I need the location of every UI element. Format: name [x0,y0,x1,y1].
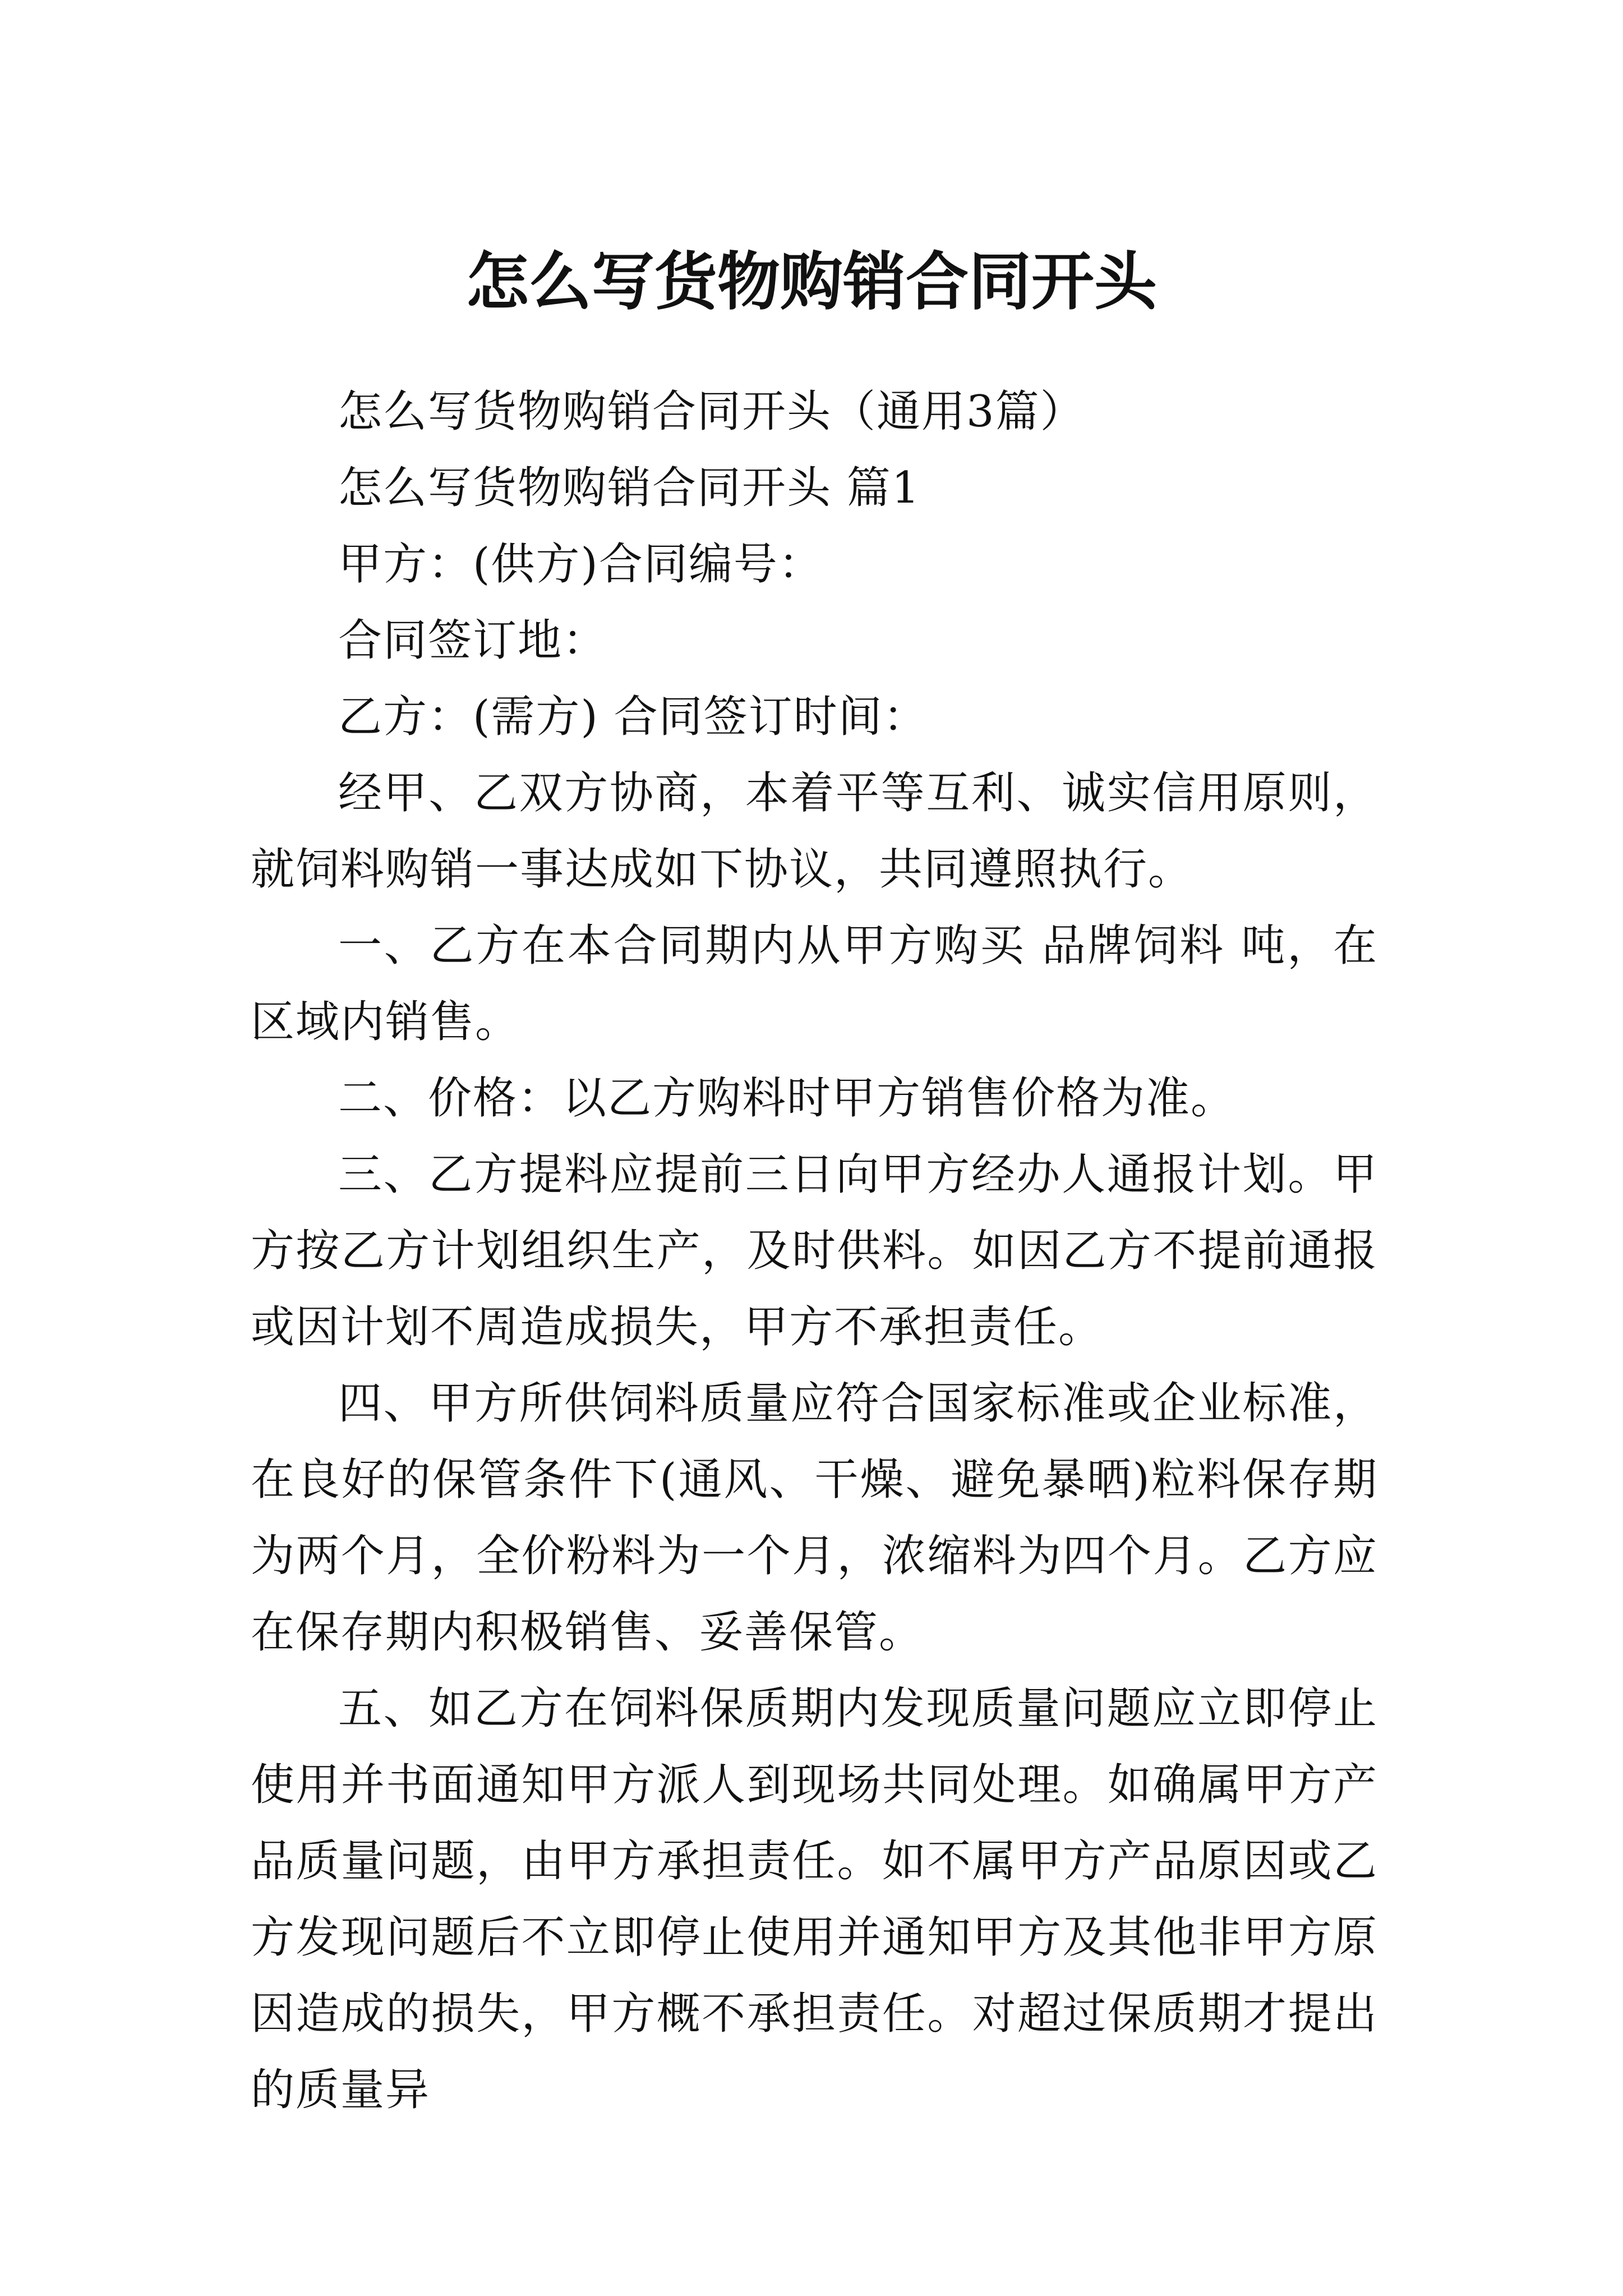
paragraph-preamble: 经甲、乙双方协商，本着平等互利、诚实信用原则，就饲料购销一事达成如下协议，共同遵照执行。 [251,768,1378,895]
paragraph-section-heading: 怎么写货物购销合同开头 篇1 [338,463,921,513]
paragraph-clause-5: 五、如乙方在饲料保质期内发现质量问题应立即停止使用并书面通知甲方派人到现场共同处理。如确属甲方产品质量问题，由甲方承担责任。如不属甲方产品原因或乙方发现问题后不立即停止使用并通知甲方及其他非甲方原因造成的损失，甲方概不承担责任。对超过保质期才提出的质量异 [251,1683,1378,2115]
paragraph-clause-2: 二、价格：以乙方购料时甲方销售价格为准。 [338,1073,1236,1124]
paragraph-party-b: 乙方：(需方) 合同签订时间： [338,692,928,742]
paragraph-clause-3: 三、乙方提料应提前三日向甲方经办人通报计划。甲方按乙方计划组织生产，及时供料。如因乙方不提前通报或因计划不周造成损失，甲方不承担责任。 [251,1149,1378,1352]
paragraph-party-a: 甲方：(供方)合同编号： [338,539,823,590]
paragraph-signing-place: 合同签订地： [338,615,608,666]
paragraph-subtitle: 怎么写货物购销合同开头（通用3篇） [338,386,1085,437]
document-body [251,374,1378,2128]
document-title: 怎么写货物购销合同开头 [466,245,1157,319]
paragraph-clause-4: 四、甲方所供饲料质量应符合国家标准或企业标准，在良好的保管条件下(通风、干燥、避免暴晒)粒料保存期为两个月，全价粉料为一个月，浓缩料为四个月。乙方应在保存期内积极销售、妥善保管。 [251,1378,1378,1658]
paragraph-clause-1: 一、乙方在本合同期内从甲方购买 品牌饲料 吨，在 区域内销售。 [251,921,1378,1047]
